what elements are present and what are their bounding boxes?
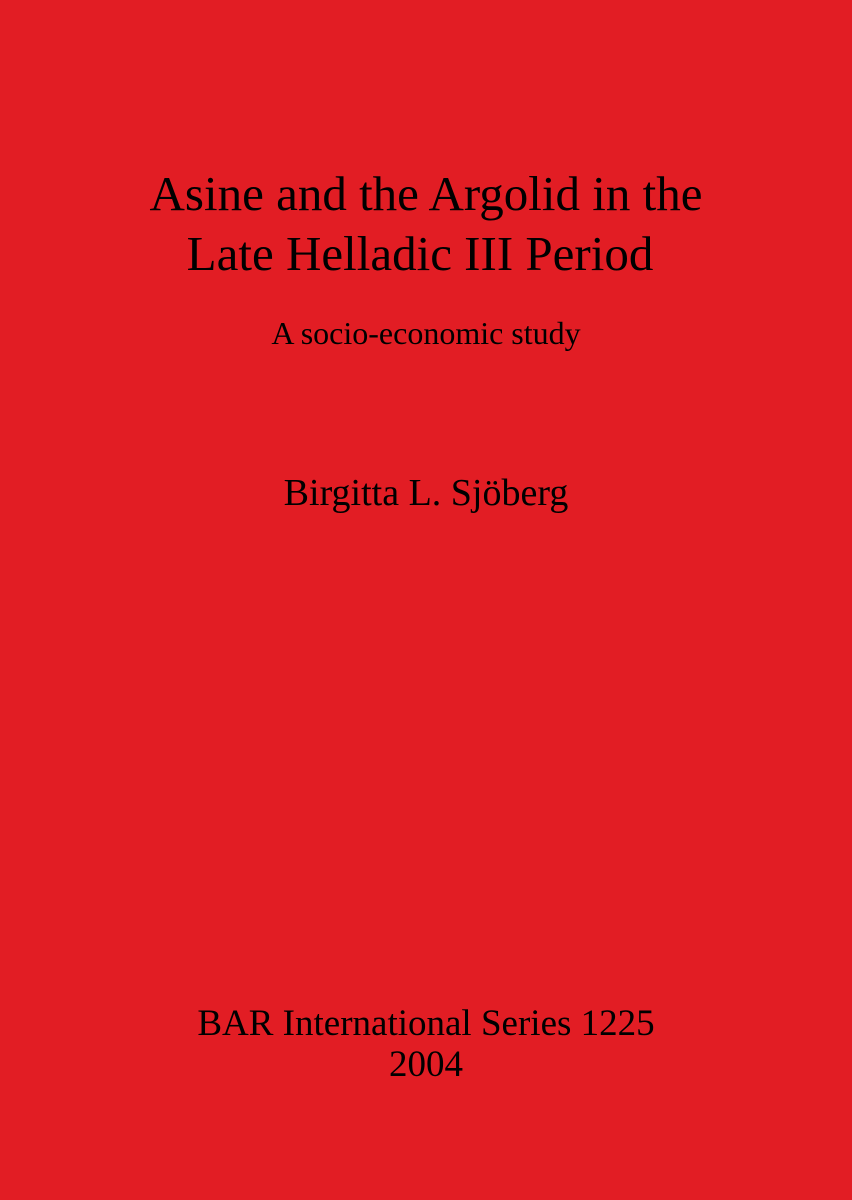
title-line-1: Asine and the Argolid in the [149, 166, 703, 221]
book-author: Birgitta L. Sjöberg [283, 472, 569, 514]
publication-year: 2004 [389, 1044, 463, 1085]
book-subtitle: A socio-economic study [271, 315, 581, 351]
book-title [0, 164, 852, 284]
series-info [0, 1003, 852, 1085]
title-line-2: Late Helladic III Period [186, 226, 654, 281]
series-name: BAR International Series 1225 [197, 1003, 655, 1044]
